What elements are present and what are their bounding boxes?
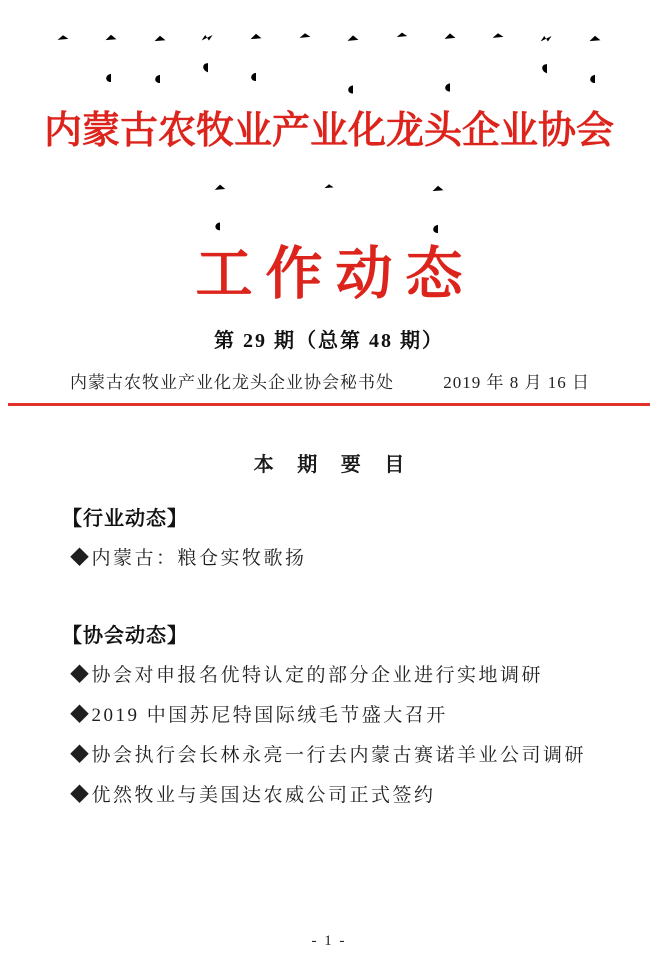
toc-item: ◆2019 中国苏尼特国际绒毛节盛大召开	[70, 704, 448, 726]
bulletin-title: 工作动态	[195, 242, 476, 306]
mongolian-glyph-icon	[210, 182, 230, 240]
mongolian-glyph-icon	[537, 30, 557, 82]
issue-number: 第 29 期（总第 48 期）	[214, 329, 444, 352]
toc-item: ◆协会对申报名优特认定的部分企业进行实地调研	[70, 664, 544, 686]
mongolian-glyph-icon	[150, 30, 170, 96]
section-industry	[0, 502, 658, 571]
toc-item: ◆优然牧业与美国达农威公司正式签约	[70, 784, 436, 806]
mongolian-glyph-icon	[488, 30, 508, 62]
mongolian-glyph-icon	[440, 30, 460, 104]
publisher-name: 内蒙古农牧业产业化龙头企业协会秘书处	[70, 372, 394, 392]
divider-rule	[8, 403, 650, 406]
section-heading-industry: 【行业动态】	[62, 507, 188, 530]
mongolian-glyph-icon	[198, 30, 218, 80]
page-number: - 1 -	[311, 933, 347, 949]
toc-item: ◆协会执行会长林永亮一行去内蒙古赛诺羊业公司调研	[70, 744, 587, 766]
publish-date: 2019 年 8 月 16 日	[443, 372, 590, 392]
mongolian-glyph-icon	[392, 30, 412, 60]
mongolian-glyph-icon	[319, 182, 339, 208]
mongolian-glyph-icon	[53, 30, 73, 66]
mongolian-script-top-row	[53, 30, 605, 106]
toc-item: ◆内蒙古：粮仓实牧歌扬	[70, 547, 307, 569]
mongolian-glyph-icon	[585, 30, 605, 96]
mongolian-script-mid-row	[210, 182, 448, 244]
section-heading-association: 【协会动态】	[62, 624, 188, 647]
contents-title: 本 期 要 目	[253, 453, 414, 476]
mongolian-glyph-icon	[101, 30, 121, 94]
mongolian-glyph-icon	[428, 182, 448, 244]
mongolian-glyph-icon	[246, 30, 266, 92]
org-title: 内蒙古农牧业产业化龙头企业协会	[43, 110, 614, 152]
publisher-line	[0, 368, 658, 393]
section-association	[0, 619, 658, 808]
mongolian-glyph-icon	[343, 30, 363, 108]
mongolian-glyph-icon	[295, 30, 315, 62]
